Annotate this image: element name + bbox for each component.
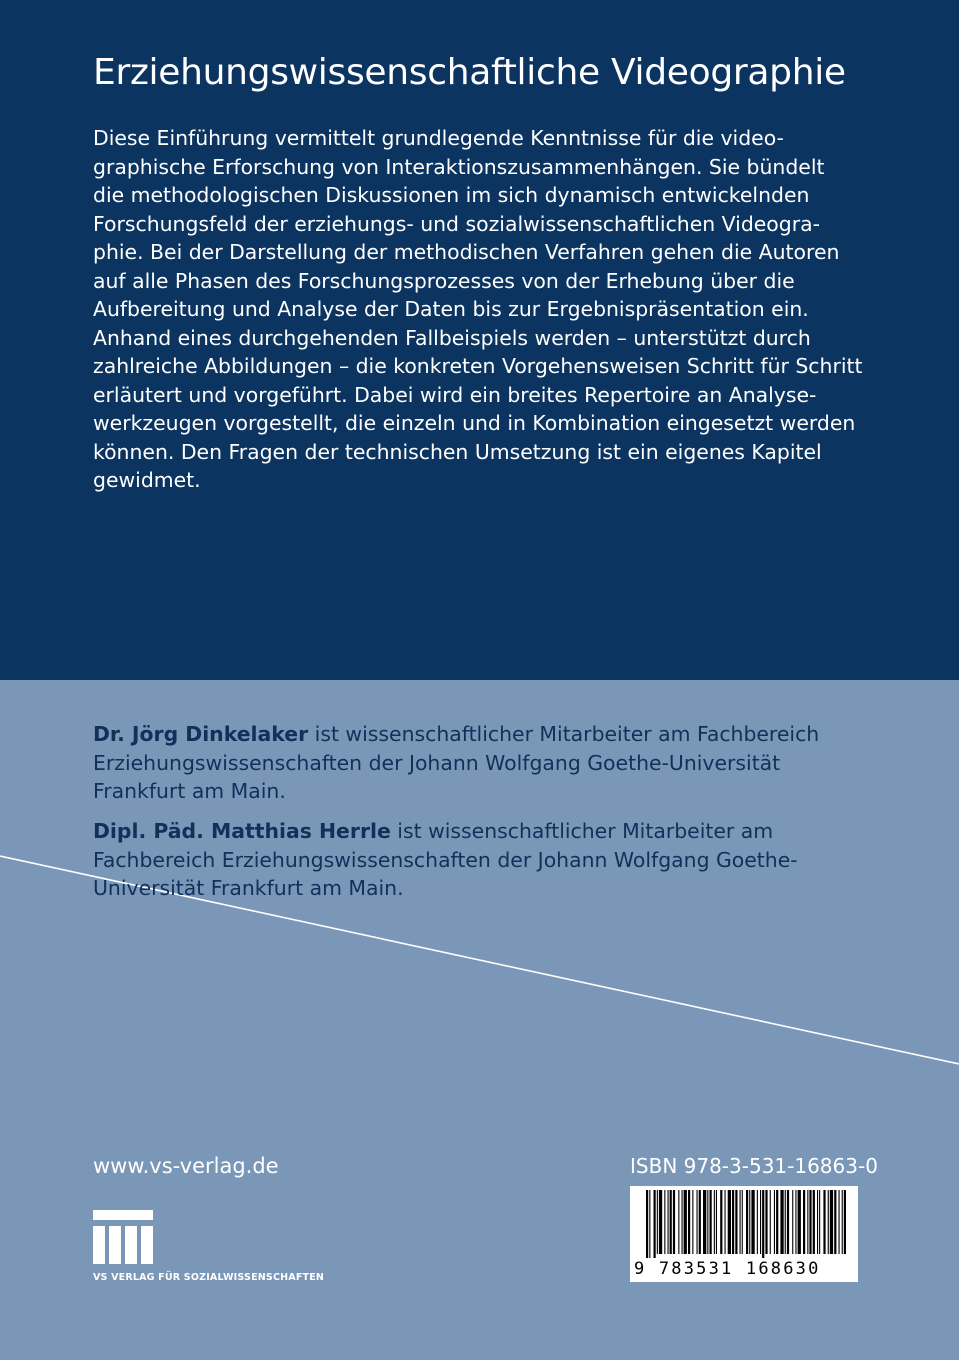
blurb-line: graphische Erforschung von Interaktionszusammenhängen. Sie bündelt [93,154,825,179]
logo-column [125,1226,137,1264]
barcode-bar [776,1190,778,1254]
barcode-bar [762,1190,764,1258]
barcode-bar [770,1190,771,1254]
barcode-bar [807,1190,808,1254]
author-bio-herrle [93,817,883,903]
barcode-bar [834,1190,836,1254]
barcode-bar [823,1190,825,1254]
barcode-bar [649,1190,650,1258]
barcode-digits: 9 783531 168630 [634,1259,821,1279]
barcode-bar [795,1190,796,1254]
barcode-bar [760,1190,761,1254]
author-bio-text: Fachbereich Erziehungswissenschaften der Johann Wolfgang Goethe- [93,847,798,872]
barcode-bar [710,1190,712,1254]
blurb-line: Aufbereitung und Analyse der Daten bis zur Ergebnispräsentation ein. [93,297,809,321]
author-bio-text: Universität Frankfurt am Main. [93,876,404,900]
barcode-bar [842,1190,843,1254]
barcode-bar [703,1190,706,1254]
publisher-url[interactable]: www.vs-verlag.de [93,1154,279,1178]
logo-column [141,1226,153,1264]
barcode-bar [668,1190,669,1254]
barcode-bar [844,1190,846,1254]
publisher-logo [93,1208,333,1288]
barcode-bar [817,1190,818,1254]
blurb-line: Diese Einführung vermittelt grundlegende Kenntnisse für die video- [93,126,784,150]
barcode-bar [746,1190,748,1254]
barcode-bar [819,1190,820,1254]
blurb-line: Anhand eines durchgehenden Fallbeispiels werden – unterstützt durch [93,325,811,350]
blurb-line: können. Den Fragen der technischen Umsetzung ist ein eigenes Kapitel [93,439,822,464]
barcode-bar [684,1190,687,1254]
book-blurb [93,124,863,495]
barcode-bar [720,1190,722,1254]
barcode-bar [657,1190,658,1254]
barcode-bar [732,1190,734,1254]
barcode-bar [670,1190,672,1254]
blurb-line: zahlreiche Abbildungen – die konkreten Vorgehensweisen Schritt für Schritt [93,354,863,378]
publisher-logo-text: VS VERLAG FÜR SOZIALWISSENSCHAFTEN [93,1272,325,1283]
book-title: Erziehungswissenschaftliche Videographie [93,52,846,93]
blurb-line: werkzeugen vorgestellt, die einzeln und in Kombination eingesetzt werden [93,411,856,435]
barcode-bar [678,1190,679,1254]
barcode-bar [728,1190,731,1254]
barcode-bar [828,1190,829,1254]
barcode-bar [830,1190,833,1254]
barcode-bar [742,1190,743,1254]
barcode-bar [798,1190,801,1254]
barcode-bar [688,1190,690,1254]
blurb-line: Forschungsfeld der erziehungs- und sozialwissenschaftlichen Videogra- [93,211,820,236]
logo-top-bar [93,1210,153,1220]
blurb-line: erläutert und vorgeführt. Dabei wird ein breites Repertoire an Analyse- [93,382,817,407]
logo-column [93,1226,105,1264]
barcode [630,1186,858,1282]
barcode-bar [716,1190,717,1254]
barcode-bar [682,1190,683,1254]
author-name: Dipl. Päd. Matthias Herrle [93,819,391,843]
barcode-bar [749,1190,750,1254]
barcode-bar [646,1190,648,1258]
blurb-line: auf alle Phasen des Forschungsprozesses von der Erhebung über die [93,268,795,293]
blurb-line: gewidmet. [93,468,201,492]
barcode-bar [725,1190,726,1254]
barcode-bar [699,1190,701,1254]
blurb-line: phie. Bei der Darstellung der methodischen Verfahren gehen die Autoren [93,240,840,264]
barcode-bar [692,1190,693,1254]
author-bio-text: ist wissenschaftlicher Mitarbeiter am [390,819,774,843]
barcode-bar [714,1190,715,1254]
barcode-bar [707,1190,708,1254]
barcode-bar [751,1190,754,1254]
logo-column [109,1226,121,1264]
isbn-label: ISBN 978-3-531-16863-0 [630,1154,878,1178]
barcode-bars [630,1186,858,1258]
barcode-bar [780,1190,783,1254]
barcode-bar [803,1190,805,1254]
blurb-line: die methodologischen Diskussionen im sich dynamisch entwickelnden [93,183,810,207]
barcode-bar [673,1190,675,1254]
author-bio-text: Erziehungswissenschaften der Johann Wolfgang Goethe-Universität [93,750,781,775]
barcode-bar [765,1190,767,1254]
author-name: Dr. Jörg Dinkelaker [93,722,309,746]
barcode-bar [735,1190,737,1254]
barcode-bar [792,1190,793,1254]
barcode-bar [757,1190,758,1254]
barcode-bar [787,1190,789,1254]
author-bio-text: ist wissenschaftlicher Mitarbeiter am Fachbereich [308,722,820,746]
barcode-bar [697,1190,698,1254]
barcode-bar [664,1190,665,1254]
author-bio-dinkelaker [93,720,883,806]
barcode-bar [659,1190,662,1254]
barcode-bar [785,1190,786,1254]
barcode-bar [774,1190,775,1254]
barcode-bar [740,1190,741,1254]
barcode-bar [654,1190,656,1258]
barcode-bar [809,1190,811,1254]
barcode-bar [839,1190,840,1254]
author-bio-text: Frankfurt am Main. [93,779,286,803]
barcode-bar [813,1190,815,1254]
